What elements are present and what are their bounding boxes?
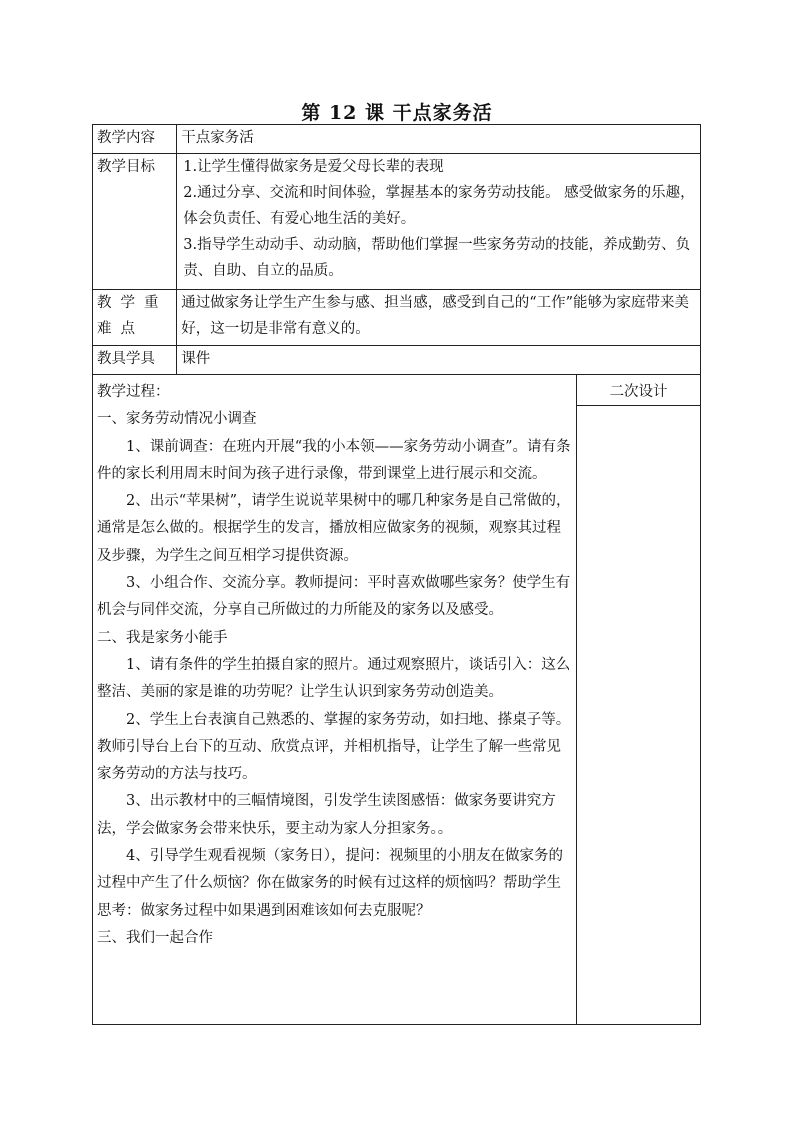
row-teaching-goal	[93, 154, 701, 290]
row-teaching-content	[93, 125, 701, 154]
process-label: 教学过程：	[97, 384, 170, 400]
value-teaching-content: 干点家务活	[177, 125, 701, 154]
section-heading: 一、家务劳动情况小调查	[97, 411, 257, 428]
label-teaching-goal: 教学目标	[93, 154, 177, 290]
second-design-heading: 二次设计	[577, 379, 700, 406]
label-teaching-content: 教学内容	[93, 125, 177, 154]
label-teaching-tools: 教具学具	[93, 346, 177, 375]
value-teaching-goal	[177, 154, 701, 290]
goal-item: 3.指导学生动动手、动动脑，帮助他们掌握一些家务劳动的技能，养成勤劳、负责、自助、自立的品质。	[183, 237, 691, 279]
label-key-difficulty: 教学重难点	[93, 290, 177, 346]
process-paragraph: 3、出示教材中的三幅情境图，引发学生读图感悟：做家务要讲究方法，学会做家务会带来快乐，要主动为家人分担家务。。	[97, 793, 556, 837]
goal-item: 1.让学生懂得做家务是爱父母长辈的表现	[183, 159, 444, 175]
second-design-cell	[577, 375, 701, 1025]
section-heading: 二、我是家务小能手	[97, 629, 228, 646]
process-paragraph: 2、出示“苹果树”，请学生说说苹果树中的哪几种家务是自己常做的，通常是怎么做的。根据学生的发言，播放相应做家务的视频，观察其过程及步骤，为学生之间互相学习提供资源。	[97, 493, 571, 564]
row-key-difficulty	[93, 290, 701, 346]
process-paragraph: 4、引导学生观看视频（家务日），提问：视频里的小朋友在做家务的过程中产生了什么烦恼？你在做家务的时候有过这样的烦恼吗？帮助学生思考：做家务过程中如果遇到困难该如何去克服呢？	[97, 848, 563, 919]
process-paragraph: 1、课前调查：在班内开展“我的小本领——家务劳动小调查”。请有条件的家长利用周末时间为孩子进行录像，带到课堂上进行展示和交流。	[97, 438, 571, 482]
teaching-process-cell	[93, 375, 577, 1025]
process-paragraph: 1、请有条件的学生拍摄自家的照片。通过观察照片，谈话引入：这么整洁、美丽的家是谁的功劳呢？让学生认识到家务劳动创造美。	[97, 656, 571, 701]
process-paragraph: 2、学生上台表演自己熟悉的、掌握的家务劳动，如扫地、搽桌子等。教师引导台上台下的互动、欣赏点评，并相机指导，让学生了解一些常见家务劳动的方法与技巧。	[97, 711, 571, 783]
value-key-difficulty: 通过做家务让学生产生参与感、担当感，感受到自己的“工作”能够为家庭带来美好，这一切是非常有意义的。	[177, 290, 701, 346]
goal-item: 2.通过分享、交流和时间体验，掌握基本的家务劳动技能。 感受做家务的乐趣，体会负责任、有爱心地生活的美好。	[183, 185, 695, 227]
process-paragraph: 3、小组合作、交流分享。教师提问：平时喜欢做哪些家务？使学生有机会与同伴交流，分享自己所做过的力所能及的家务以及感受。	[97, 575, 571, 619]
row-teaching-process	[93, 375, 701, 1025]
page-title: 第 12 课 干点家务活	[301, 102, 493, 124]
section-heading: 三、我们一起合作	[97, 929, 213, 946]
row-teaching-tools	[93, 346, 701, 375]
lesson-plan-table	[92, 124, 701, 1025]
value-teaching-tools: 课件	[177, 346, 701, 375]
